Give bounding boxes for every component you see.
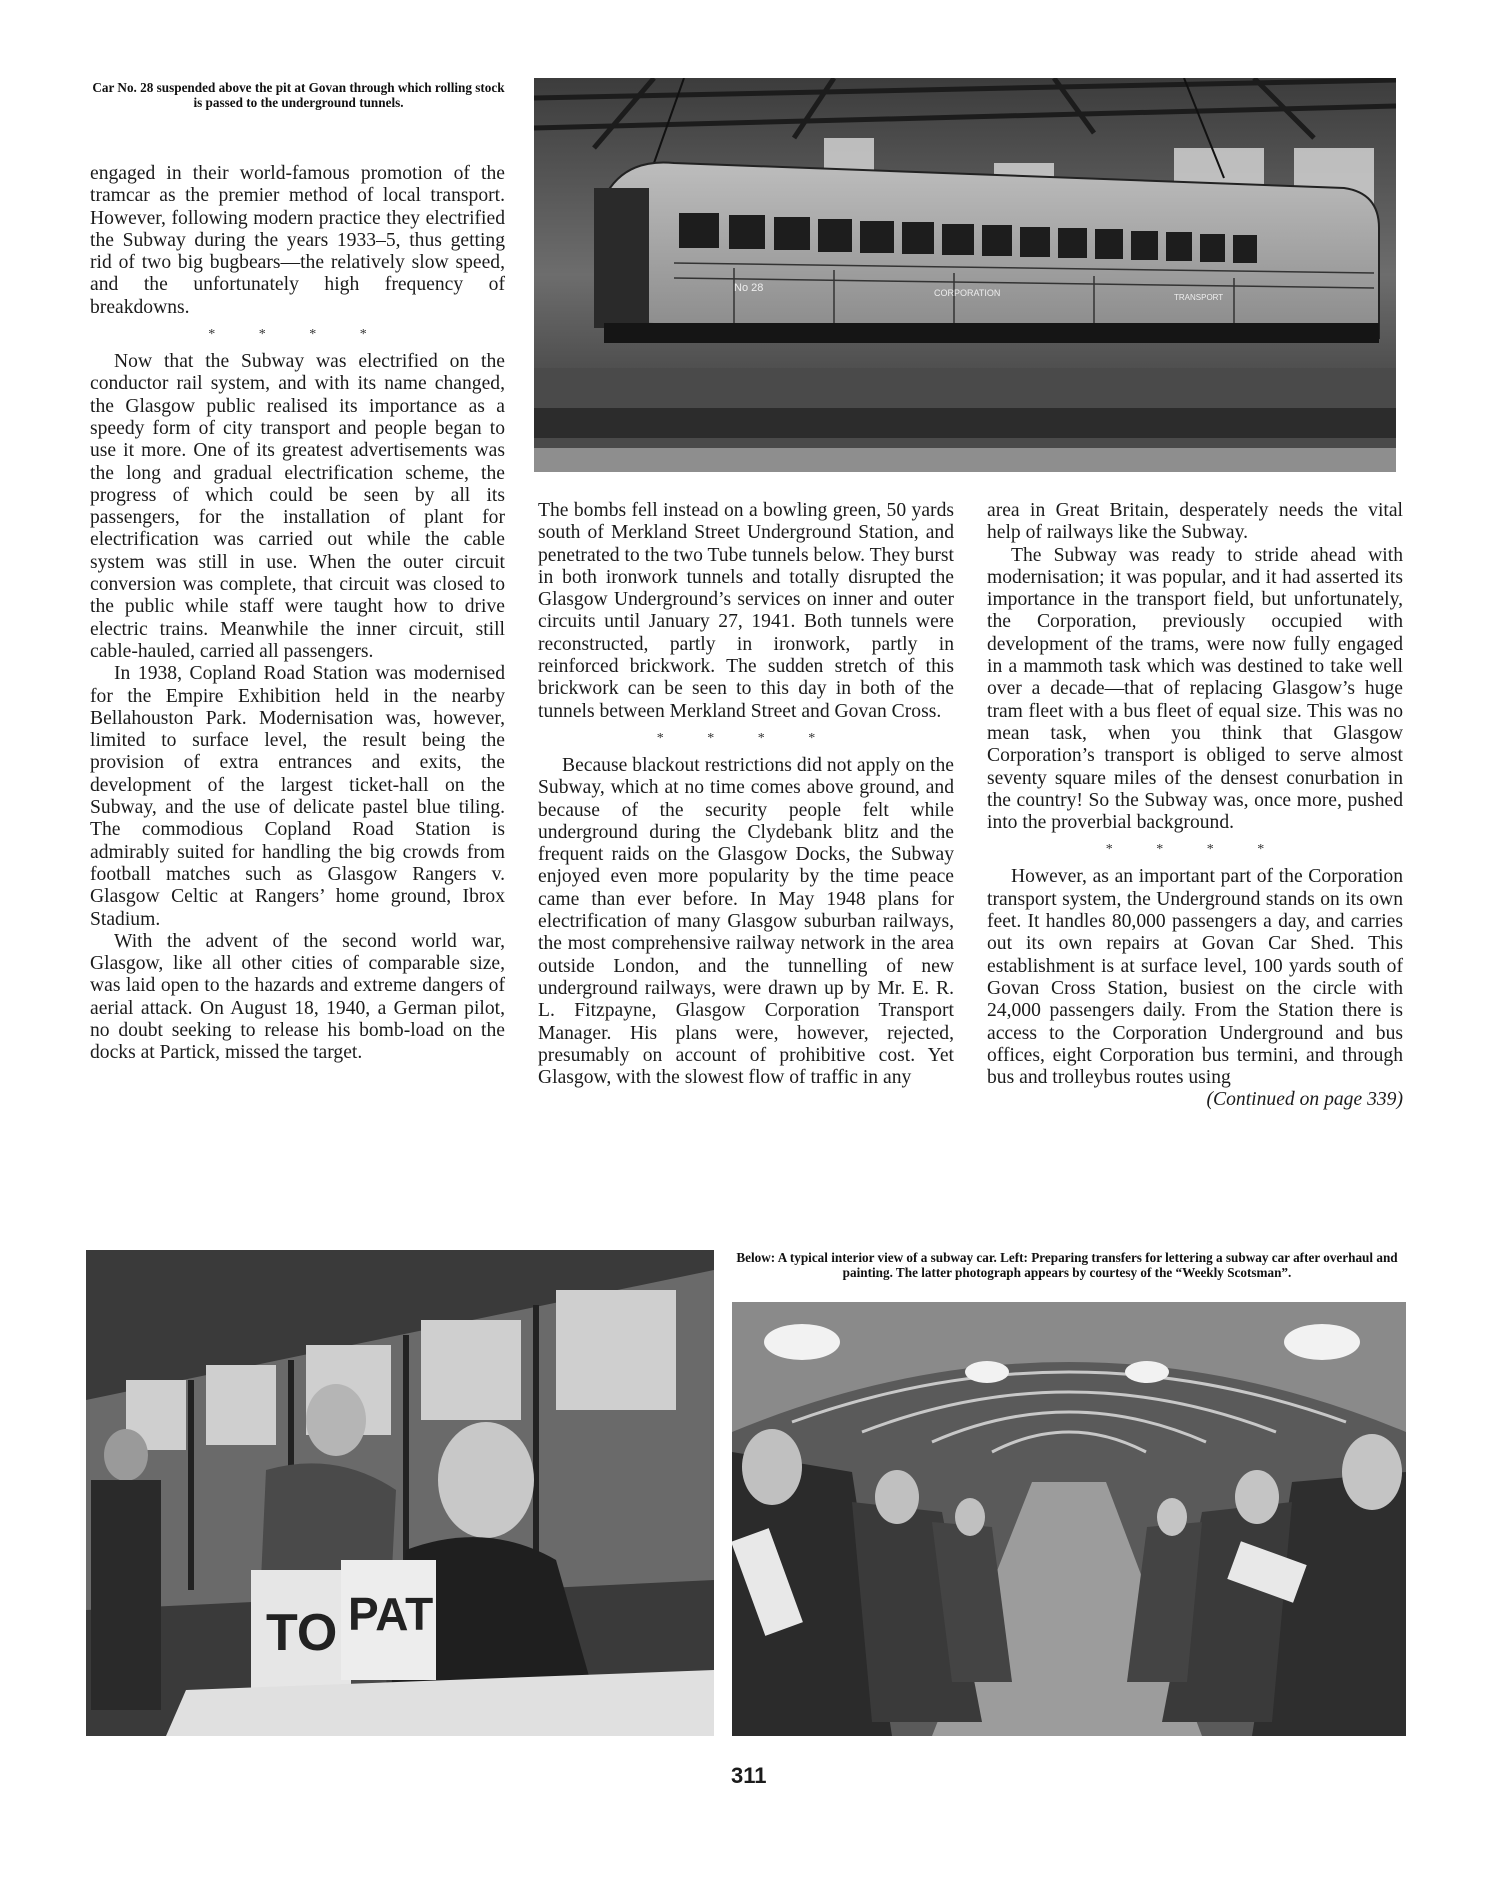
continued-note: (Continued on page 339) <box>1206 1089 1403 1111</box>
car-number-plate: No 28 <box>734 282 764 294</box>
paragraph: In 1938, Copland Road Station was modernised for the Empire Exhibition held in the nearby Bellahouston Park. Modernisation was, however, limited to surface level, the result being the provision of extra entrances and exits, the development of the largest ticket-hall on the Subway, and the use of delicate pastel blue tiling. The commodious Copland Road Station is admirably suited for handling the big crowds from football matches such as Glasgow Rangers v. Glasgow Celtic at Rangers’ home ground, Ibrox Stadium. <box>90 663 505 930</box>
photo-car-28-suspended <box>534 78 1396 472</box>
paragraph: Because blackout restrictions did not apply on the Subway, which at no time comes above ground, and because of the security people felt while underground during the Clydebank blitz and the frequent raids on the Glasgow Docks, the Subway enjoyed even more popularity by the time peace came than ever before. In May 1948 plans for electrification of many Glasgow suburban railways, the most comprehensive railway network in the area outside London, and the tunnelling of new underground railways, were drawn up by Mr. E. R. L. Fitzpayne, Glasgow Corporation Transport Manager. His plans were, however, rejected, presumably on account of prohibitive cost. Yet Glasgow, with the slowest flow of traffic in any <box>538 754 954 1089</box>
paragraph: The Subway was ready to stride ahead with modernisation; it was popular, and it had asserted its importance in the transport field, but unfortunately, the Corporation, previously occupied with development of the trams, were now fully engaged in a mammoth task which was destined to take well over a decade—that of replacing Glasgow’s huge tram fleet with a bus fleet of equal size. This was no mean task, when you think that Glasgow Corporation’s transport is obliged to serve almost seventy square miles of the densest conurbation in the country! So the Subway was, once more, pushed into the proverbial background. <box>987 544 1403 834</box>
photo-subway-car-interior <box>732 1302 1406 1736</box>
paragraph: area in Great Britain, desperately needs the vital help of railways like the Subway. <box>987 500 1403 544</box>
section-separator: * * * * <box>1105 842 1285 858</box>
transfer-letters-2: PAT <box>348 1588 434 1640</box>
text-column-3 <box>987 500 1403 1112</box>
section-separator: * * * * <box>656 730 836 746</box>
text-column-1 <box>90 163 505 1065</box>
paragraph: The bombs fell instead on a bowling green, 50 yards south of Merkland Street Underground Station, and penetrated to the two Tube tunnels below. They burst in both ironwork tunnels and totally disrupted the Glasgow Underground’s services on inner and outer circuits until January 27, 1941. Both tunnels were reconstructed, partly in ironwork, partly in reinforced brickwork. The sudden stretch of this brickwork can be seen to this day in both of the tunnels between Merkland Street and Govan Cross. <box>538 500 954 722</box>
photo-preparing-transfers <box>86 1250 714 1736</box>
paragraph: However, as an important part of the Corporation transport system, the Underground stands on its own feet. It handles 80,000 passengers a day, and carries out its own repairs at Govan Car Shed. This establishment is at surface level, 100 yards south of Govan Cross Station, busiest on the circle with 24,000 passengers daily. From the Station there is access to the Corporation Underground and bus offices, eight Corporation bus termini, and through bus and trolleybus routes using <box>987 866 1403 1089</box>
section-separator: * * * * <box>208 327 387 343</box>
text-column-2 <box>538 500 954 1089</box>
transfer-letters-1: TO <box>266 1604 338 1662</box>
paragraph: Now that the Subway was electrified on the conductor rail system, and with its name changed, the Glasgow public realised its importance as a speedy form of city transport and people began to use it more. One of its greatest advertisements was the long and gradual electrification scheme, the progress of which could be seen by all its passengers, for the installation of plant for electrification was carried out while the cable system was still in use. When the outer circuit conversion was complete, that circuit was closed to the public while staff were taught how to drive electric trains. Meanwhile the inner circuit, still cable-hauled, carried all passengers. <box>90 351 505 662</box>
caption-bottom: Below: A typical interior view of a subway car. Left: Preparing transfers for lettering a subway car after overhaul and painting. The latter photograph appears by courtesy of the “Weekly Scotsman”. <box>736 1250 1398 1280</box>
caption-car28: Car No. 28 suspended above the pit at Govan through which rolling stock is passed to the underground tunnels. <box>92 80 505 110</box>
page-number: 311 <box>731 1763 767 1788</box>
car-lettering-1: CORPORATION <box>934 288 1001 298</box>
paragraph: With the advent of the second world war, Glasgow, like all other cities of comparable size, was laid open to the hazards and extreme dangers of aerial attack. On August 18, 1940, a German pilot, no doubt seeking to release his bomb-load on the docks at Partick, missed the target. <box>90 930 505 1064</box>
car-lettering-2: TRANSPORT <box>1174 293 1224 302</box>
paragraph: engaged in their world-famous promotion of the tramcar as the premier method of local transport. However, following modern practice they electrified the Subway during the years 1933–5, thus getting rid of two big bugbears—the relatively slow speed, and the unfortunately high frequency of breakdowns. <box>90 163 505 318</box>
